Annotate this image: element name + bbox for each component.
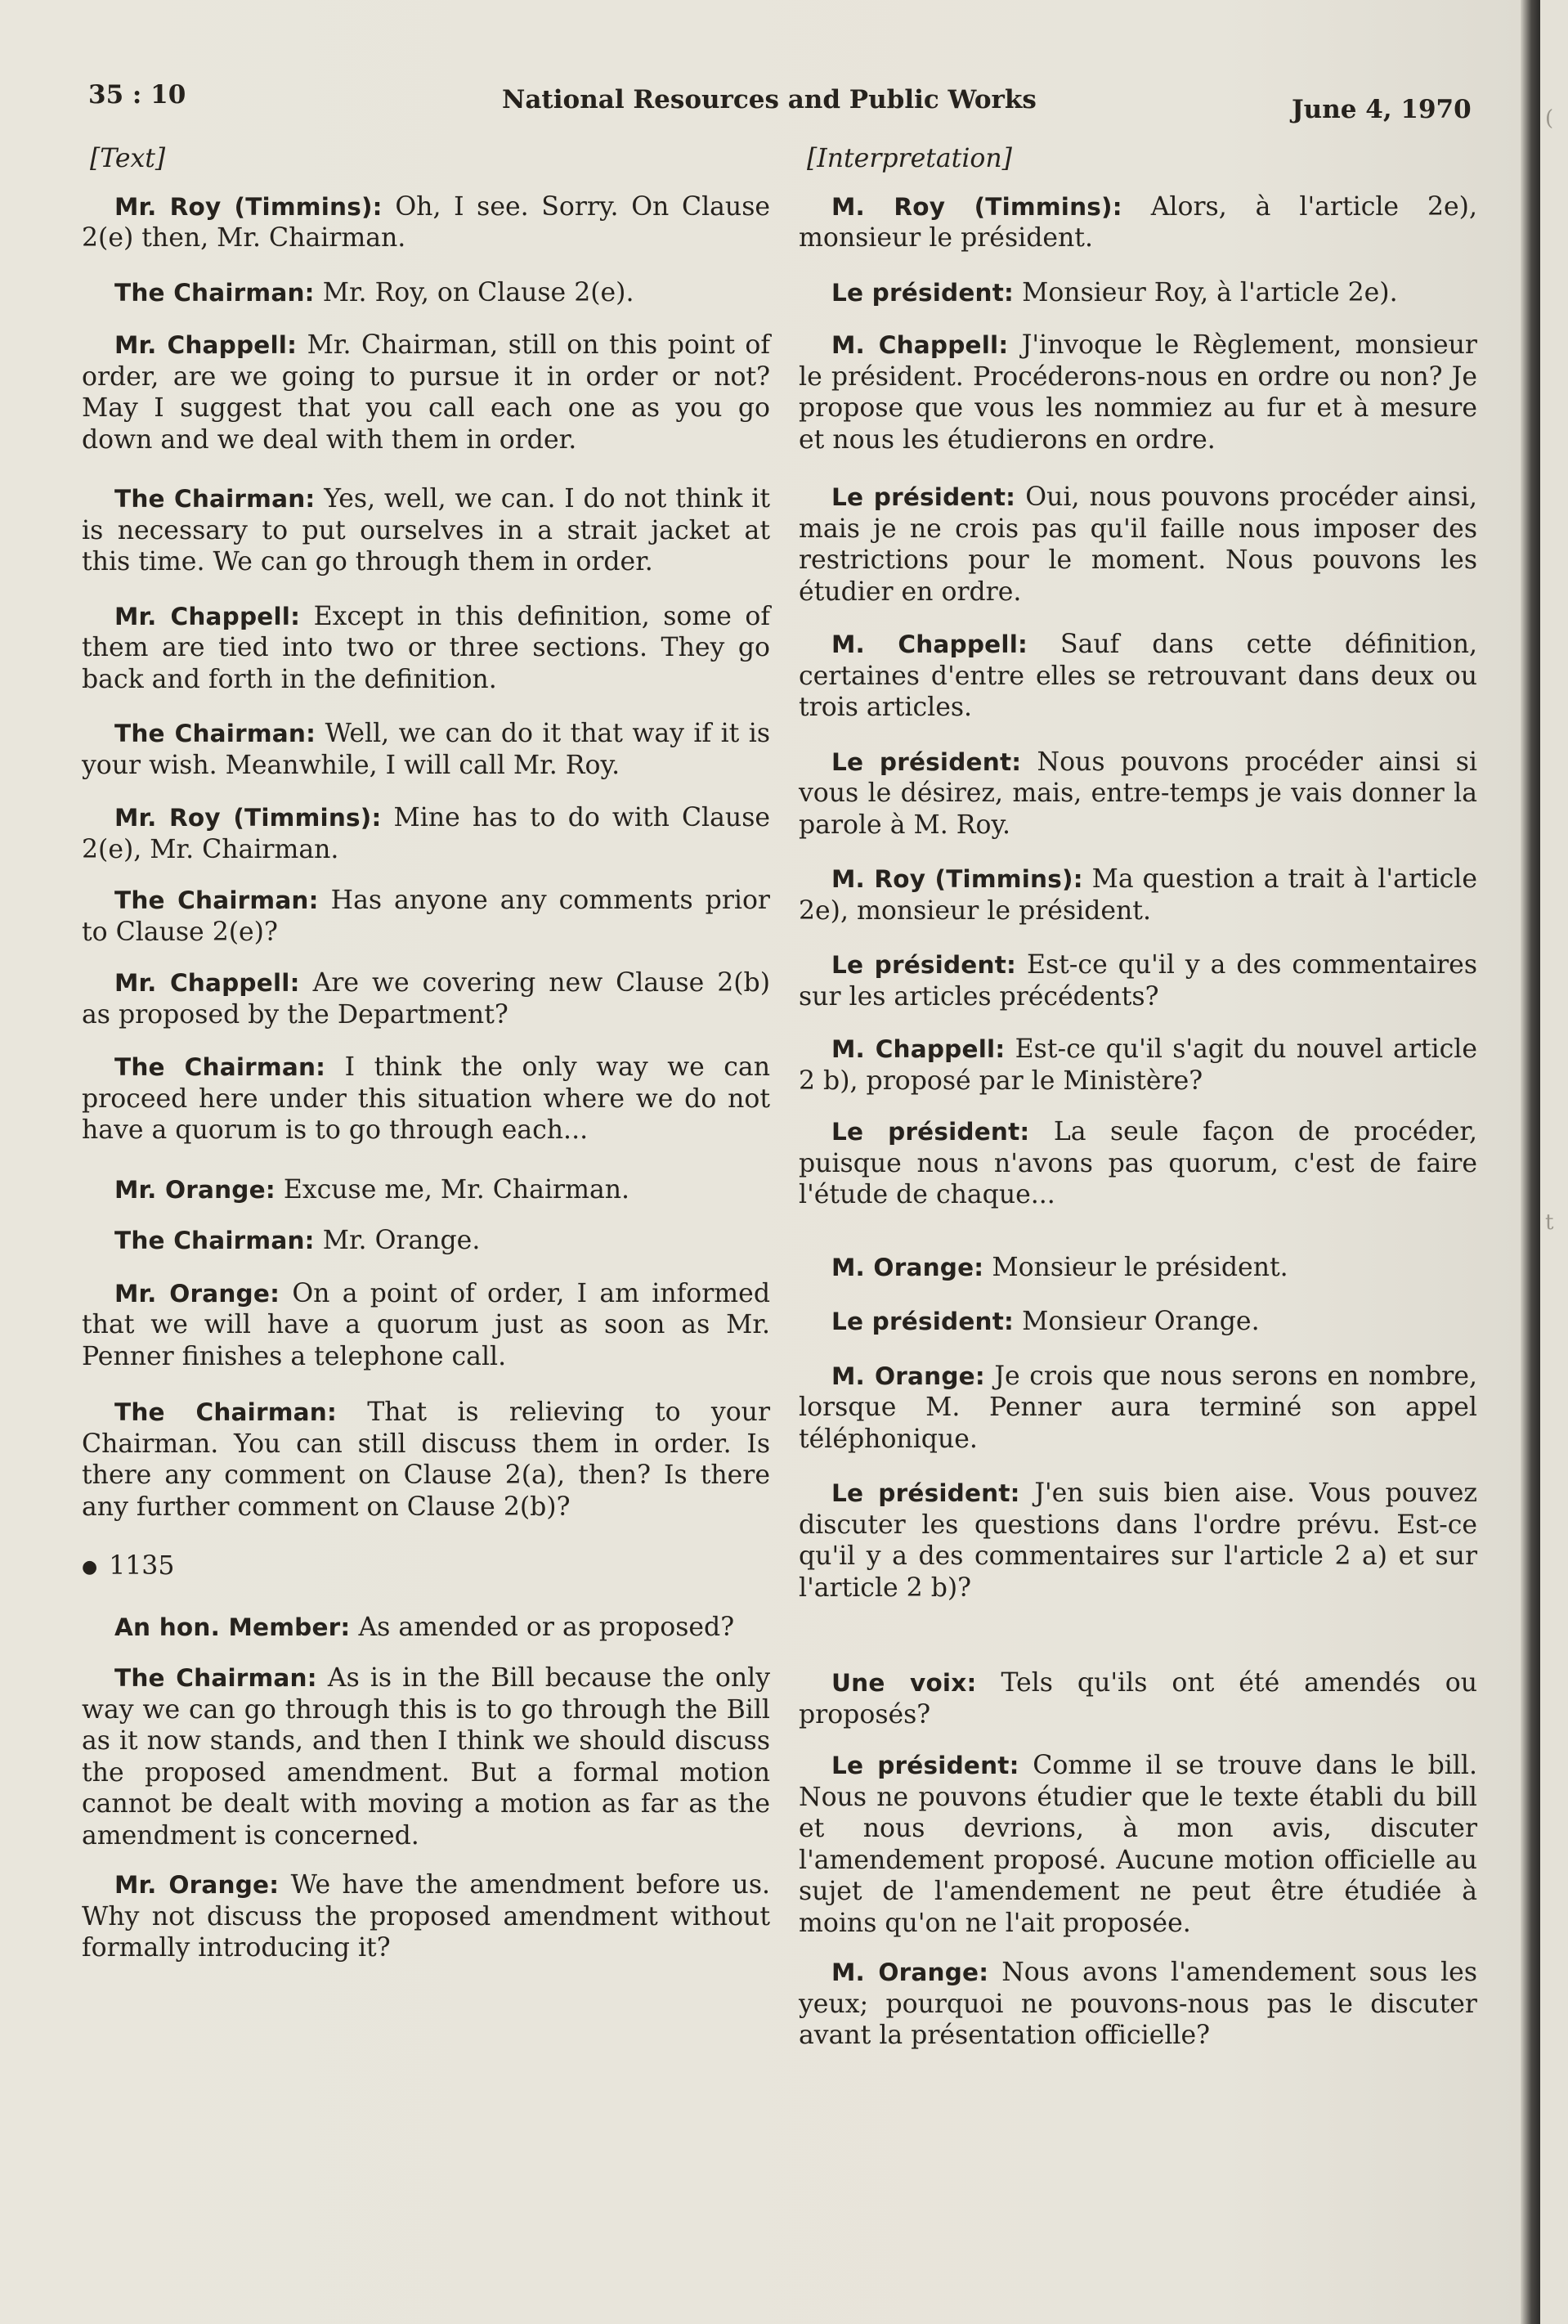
speech-paragraph (82, 1174, 770, 1206)
speech-text: Monsieur Roy, à l'article 2e). (1022, 277, 1398, 307)
speech-paragraph (799, 864, 1477, 926)
publication-title: National Resources and Public Works (502, 85, 1037, 114)
speaker-name: Le président: (831, 1308, 1015, 1335)
speaker-name: M. Orange: (831, 1362, 985, 1390)
speech-paragraph (799, 1034, 1477, 1097)
speech-text: Yes, well, we can. I do not think it is necessary to put ourselves in a strait jacket at this time. We can go through them in order. (82, 484, 771, 577)
speech-paragraph (82, 483, 770, 578)
speech-paragraph (82, 277, 770, 309)
speaker-name: The Chairman: (114, 1053, 326, 1081)
speech-text: Except in this definition, some of them are tied into two or three sections. They go back and forth in the definition. (82, 601, 770, 694)
speech-paragraph (799, 1361, 1477, 1456)
speaker-name: The Chairman: (114, 1398, 337, 1426)
speech-paragraph (799, 1252, 1477, 1284)
speech-text: I think the only way we can proceed here under this situation where we do not have a quorum is to go through each... (82, 1052, 771, 1145)
speech-text: La seule façon de procéder, puisque nous n'avons pas quorum, c'est de faire l'étude de chaque... (799, 1117, 1477, 1209)
speaker-name: Mr. Chappell: (114, 602, 301, 630)
speech-paragraph (82, 1225, 770, 1257)
speech-text: Est-ce qu'il y a des commentaires sur les articles précédents? (799, 950, 1477, 1012)
speech-text: Ma question a trait à l'article 2e), monsieur le président. (799, 864, 1478, 926)
speech-paragraph (82, 191, 770, 254)
speech-text: We have the amendment before us. Why not discuss the proposed amendment without formally introducing it? (82, 1870, 770, 1963)
speaker-name: Mr. Orange: (114, 1175, 276, 1204)
speech-text: On a point of order, I am informed that we will have a quorum just as soon as Mr. Penner finishes a telephone call. (82, 1278, 770, 1371)
speaker-name: Une voix: (831, 1669, 977, 1697)
speech-text: Sauf dans cette définition, certaines d'entre elles se retrouvant dans deux ou trois articles. (799, 630, 1477, 722)
speaker-name: Le président: (831, 951, 1016, 979)
speaker-name: Le président: (831, 1752, 1019, 1779)
speech-paragraph (799, 191, 1477, 254)
speaker-name: The Chairman: (114, 1227, 315, 1254)
speech-text: Nous pouvons procéder ainsi si vous le désirez, mais, entre-temps je vais donner la parole à M. Roy. (799, 747, 1477, 840)
adjacent-page-edge: ( t (1540, 0, 1568, 2324)
speech-paragraph (799, 747, 1477, 841)
speaker-name: Mr. Roy (Timmins): (114, 192, 383, 221)
speaker-name: Le président: (831, 483, 1016, 511)
speaker-name: The Chairman: (114, 1664, 317, 1692)
time-marker (82, 1550, 770, 1584)
speech-paragraph (799, 949, 1477, 1012)
speaker-name: M. Orange: (831, 1253, 984, 1281)
page-number: 35 : 10 (88, 80, 186, 110)
speech-text: Monsieur Orange. (1022, 1307, 1260, 1336)
speech-paragraph (799, 1957, 1477, 2052)
speaker-name: Le président: (831, 1479, 1020, 1507)
english-text-column (82, 143, 770, 1964)
speech-text: Est-ce qu'il s'agit du nouvel article 2 b), proposé par le Ministère? (799, 1034, 1477, 1096)
speaker-name: Mr. Chappell: (114, 969, 300, 997)
speech-text: Mr. Chairman, still on this point of order, are we going to pursue it in order or not? May I suggest that you call each one as you go down and we deal with them in order. (82, 330, 771, 455)
speech-paragraph (799, 277, 1477, 309)
speaker-name: M. Chappell: (831, 630, 1028, 658)
speech-paragraph (799, 629, 1477, 724)
speaker-name: Le président: (831, 1118, 1030, 1146)
speech-text: As is in the Bill because the only way we can go through this is to go through the Bill as it now stands, and then I think we should discuss the proposed amendment. But a formal motion cannot be dealt with moving a motion as far as the amendment is concerned. (82, 1663, 770, 1851)
speech-text: Mr. Roy, on Clause 2(e). (322, 277, 634, 307)
speaker-name: M. Orange: (831, 1958, 989, 1986)
speech-text: Comme il se trouve dans le bill. Nous ne pouvons étudier que le texte établi du bill et nous devrions, à mon avis, discuter l'amendement proposé. Aucune motion officielle au sujet de l'amendement ne peut être étudiée à moins qu'on ne l'ait proposée. (799, 1751, 1478, 1938)
speaker-name: The Chairman: (114, 720, 316, 747)
speaker-name: Mr. Chappell: (114, 331, 298, 359)
speech-paragraph (82, 1662, 770, 1851)
speech-text: Nous avons l'amendement sous les yeux; pourquoi ne pouvons-nous pas le discuter avant la présentation officielle? (799, 1958, 1477, 2050)
speaker-name: Le président: (831, 278, 1015, 307)
book-gutter (1521, 0, 1540, 2324)
speech-paragraph (82, 802, 770, 865)
speech-paragraph (82, 1869, 770, 1964)
speaker-name: The Chairman: (114, 278, 315, 307)
speech-paragraph (799, 1667, 1477, 1730)
speaker-name: An hon. Member: (114, 1613, 351, 1641)
speech-text: Monsieur le président. (992, 1252, 1288, 1282)
speech-text: Has anyone any comments prior to Clause 2(e)? (82, 886, 770, 947)
speech-paragraph (799, 482, 1477, 608)
speech-paragraph (82, 1612, 770, 1644)
header-date: June 4, 1970 (1292, 95, 1472, 124)
speech-paragraph (82, 885, 770, 948)
speech-text: Mr. Orange. (322, 1226, 481, 1255)
speaker-name: Mr. Orange: (114, 1279, 280, 1308)
speech-paragraph (82, 330, 770, 455)
spacer (799, 1625, 1477, 1656)
bullet-icon: ● (82, 1557, 98, 1577)
speaker-name: M. Chappell: (831, 331, 1009, 359)
speaker-name: The Chairman: (114, 886, 319, 914)
speaker-name: M. Roy (Timmins): (831, 192, 1122, 221)
speech-paragraph (799, 1306, 1477, 1338)
speaker-name: Le président: (831, 747, 1022, 776)
speech-text: J'invoque le Règlement, monsieur le président. Procéderons-nous en ordre ou non? Je propose que vous les nommiez au fur et à mesure et nous les étudierons en ordre. (799, 330, 1477, 455)
speech-paragraph (82, 1278, 770, 1373)
speech-text: Well, we can do it that way if it is your wish. Meanwhile, I will call Mr. Roy. (82, 719, 770, 780)
speech-text: That is relieving to your Chairman. You can still discuss them in order. Is there any comment on Clause 2(a), then? Is there any further comment on Clause 2(b)? (82, 1398, 771, 1522)
speaker-name: M. Chappell: (831, 1035, 1006, 1063)
speaker-name: The Chairman: (114, 485, 316, 513)
speaker-name: M. Roy (Timmins): (831, 865, 1083, 893)
speech-text: Je crois que nous serons en nombre, lorsque M. Penner aura terminé son appel téléphonique. (799, 1361, 1477, 1454)
speech-text: Alors, à l'article 2e), monsieur le président. (799, 191, 1477, 253)
speech-text: Oh, I see. Sorry. On Clause 2(e) then, Mr. Chairman. (82, 191, 771, 253)
speech-text: Mine has to do with Clause 2(e), Mr. Chairman. (82, 803, 771, 864)
speech-paragraph (82, 601, 770, 696)
speech-paragraph (82, 718, 770, 781)
speech-paragraph (799, 1478, 1477, 1604)
speech-text: J'en suis bien aise. Vous pouvez discuter les questions dans l'ordre prévu. Est-ce qu'il y a des commentaires sur l'article 2 a) et sur l'article 2 b)? (799, 1478, 1477, 1603)
speech-text: Are we covering new Clause 2(b) as proposed by the Department? (82, 968, 770, 1030)
speech-text: As amended or as proposed? (358, 1612, 735, 1642)
speech-paragraph (799, 1750, 1477, 1939)
speech-paragraph (799, 330, 1477, 455)
speech-paragraph (82, 967, 770, 1030)
speech-paragraph (82, 1397, 770, 1523)
speech-paragraph (799, 1116, 1477, 1211)
speech-text: Excuse me, Mr. Chairman. (283, 1174, 630, 1205)
speech-text: Oui, nous pouvons procéder ainsi, mais je ne crois pas qu'il faille nous imposer des restrictions pour le moment. Nous pouvons les étudier en ordre. (799, 482, 1478, 607)
time-marker-value: 1135 (109, 1551, 175, 1581)
speaker-name: Mr. Orange: (114, 1871, 280, 1899)
french-interpretation-column (799, 143, 1477, 2052)
running-header (88, 80, 1478, 129)
column-label: [Interpretation] (807, 144, 1012, 173)
speech-text: Tels qu'ils ont été amendés ou proposés? (799, 1668, 1478, 1730)
speech-paragraph (82, 1052, 770, 1146)
speaker-name: Mr. Roy (Timmins): (114, 804, 382, 832)
column-label: [Text] (90, 144, 166, 173)
